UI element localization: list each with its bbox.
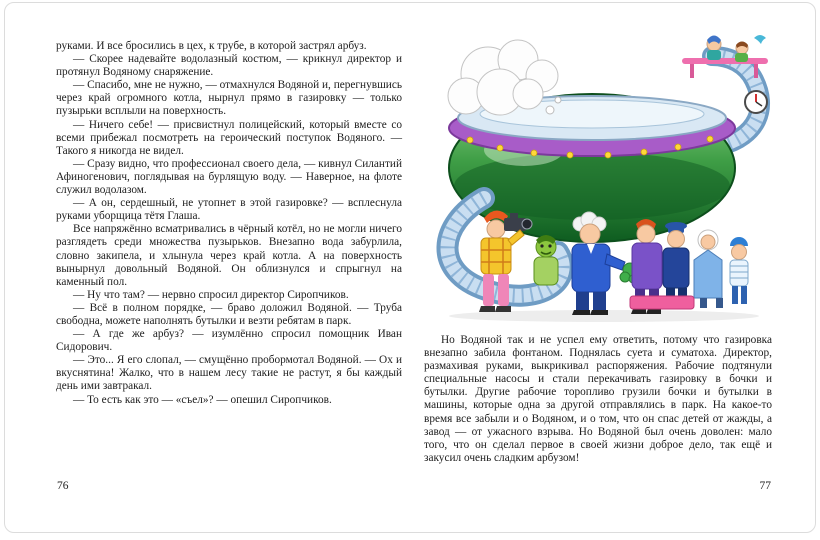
vodyanoy (534, 235, 558, 285)
paragraph: руками. И все бросились в цех, к трубе, в которой застрял арбуз. (56, 40, 367, 52)
paragraph: — Сразу видно, что профессионал своего дела, — кивнул Силантий Афиногенович, поглядывая на бурлящую воду. — Наверное, на флоте служил водолазом. (56, 157, 402, 197)
bird (754, 35, 766, 44)
paragraph: — Всё в полном порядке, — браво доложил Водяной. — Труба свободна, можете наполнять бутылки и везти ребятам в парк. (56, 301, 402, 327)
kid (730, 237, 748, 304)
left-page (56, 40, 402, 407)
illustration (424, 28, 772, 325)
left-text-block (56, 40, 402, 407)
cleaner-woman (694, 230, 723, 308)
paragraph: — Скорее надевайте водолазный костюм, — крикнул директор и протянул Водяному снаряжение. (56, 53, 402, 79)
paragraph: — То есть как это — «съел»? — опешил Сиропчиков. (73, 393, 332, 406)
pink-crate (630, 296, 694, 309)
paragraph: — Ничего себе! — присвистнул полицейский, который вместе со всеми прибежал посмотреть на героический поступок Водяного. — Такого я никогда не видел. (56, 118, 402, 157)
pressure-gauge-icon (745, 91, 767, 113)
right-text-block (424, 334, 772, 465)
onlooker-2 (735, 42, 748, 63)
page-number-right: 77 (759, 480, 771, 492)
policeman (663, 222, 689, 306)
paragraph: Но Водяной так и не успел ему ответить, потому что газировка внезапно забила фонтаном. Поднялась суета и суматоха. Директор, размахивая руками, выкрикивал распоряжения. Рабочие подтянули специальные насосы и стали перекачивать газировку в бочки и бутылки. Другие рабочие торопливо грузили бочки и бутылки в машины, которые одна за другой отправлялись в парк. На какое-то время все забыли и о Водяном, и о том, что он спас детей от жажды, а завод — от ужасного взрыва. Но Водяной был очень доволен: мало того, что он сделал первое в своей жизни доброе дело, так ещё и закусил очень сладким арбузом! (424, 334, 772, 464)
paragraph: — Это... Я его слопал, — смущённо пробормотал Водяной. — Ох и вкуснятина! Жалко, что в нашем лесу такие не растут, я бы каждый день ими завтракал. (56, 354, 402, 393)
paragraph: Все напряжённо всматривались в чёрный котёл, но не могли ничего разглядеть среди множества пузырьков. Внезапно вода забурлила, словно закипела, и хлынула через край котла. А на поверхность вынырнул довольный Водяной. Он облизнулся и спрыгнул на каменный пол. (56, 223, 402, 288)
bubble (555, 97, 561, 103)
platform (682, 58, 768, 78)
page-number-left: 76 (57, 480, 69, 492)
bubble (546, 106, 554, 114)
right-page (424, 28, 772, 465)
paragraph: — А он, сердешный, не утопнет в этой газировке? — всплеснула руками уборщица тётя Глаша. (56, 197, 402, 223)
paragraph: — Спасибо, мне не нужно, — отмахнулся Водяной и, перегнувшись через край огромного котла, нырнул прямо в газировку — только пузырьки всплыли на поверхность. (56, 79, 402, 118)
paragraph: — А где же арбуз? — изумлённо спросил помощник Иван Сидорович. (56, 328, 402, 354)
paragraph: — Ну что там? — нервно спросил директор Сиропчиков. (73, 288, 349, 301)
onlooker-1 (707, 36, 721, 61)
